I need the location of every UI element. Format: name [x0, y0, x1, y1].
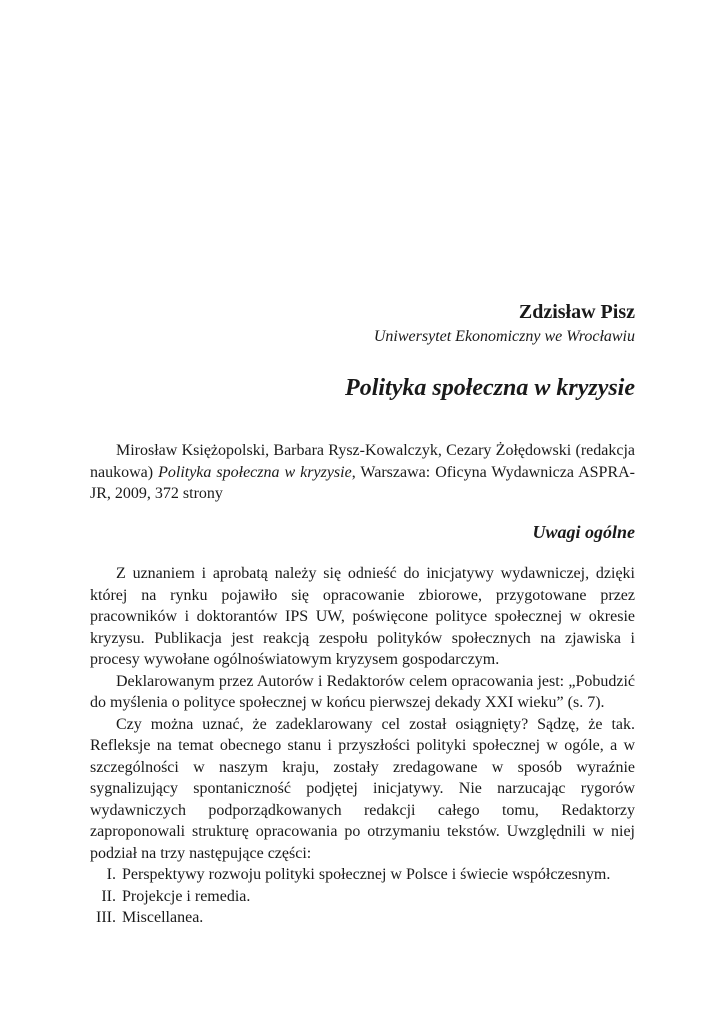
body-paragraph: Deklarowanym przez Autorów i Redaktorów celem opracowania jest: „Pobudzić do myślenia o polityce społecznej w końcu pierwszej dekady XXI wieku” (s. 7).	[90, 672, 635, 711]
list-item-number: II.	[101, 887, 116, 905]
book-reference	[90, 440, 635, 505]
list-item-text: Perspektywy rozwoju polityki społecznej w Polsce i świecie współczesnym.	[122, 866, 611, 883]
body-paragraph: Czy można uznać, że zadeklarowany cel został osiągnięty? Sądzę, że tak. Refleksje na temat obecnego stanu i przyszłości polityki społecznej w ogóle, a w szczególności w naszym kraju, zostały zredagowane w sposób wyraźnie sygnalizujący spontaniczność podjętej inicjatywy. Nie narzucając rygorów wydawniczych podporządkowanych redakcji całego tomu, Redaktorzy zaproponowali strukturę opracowania po otrzymaniu tekstów. Uwzględnili w niej podział na trzy następujące części:	[90, 715, 635, 862]
reference-paragraph	[90, 440, 635, 505]
reference-book-title: Polityka społeczna w kryzysie	[158, 463, 352, 481]
list-item-number: I.	[106, 866, 116, 883]
list-item	[90, 907, 635, 929]
body-paragraph: Z uznaniem i aprobatą należy się odnieść do inicjatywy wydawniczej, dzięki której na rynku pojawiło się opracowanie zbiorowe, przygotowane przez pracowników i doktorantów IPS UW, poświęcone polityce społecznej w okresie kryzysu. Publikacja jest reakcją zespołu polityków społecznych na zjawiska i procesy wywołane ogólnoświatowym kryzysem gospodarczym.	[90, 565, 635, 668]
author-affiliation: Uniwersytet Ekonomiczny we Wrocławiu	[373, 328, 635, 345]
article-title: Polityka społeczna w kryzysie	[345, 375, 635, 401]
list-item-text: Projekcje i remedia.	[122, 887, 251, 905]
reference-publisher: , Warszawa: Oficyna Wydawnicza ASPRA-JR, 2009, 372 strony	[90, 463, 635, 502]
section-body	[90, 563, 635, 929]
author-name: Zdzisław Pisz	[518, 301, 635, 323]
section-heading: Uwagi ogólne	[532, 522, 635, 542]
list-item	[90, 886, 635, 908]
list-item	[90, 864, 635, 886]
parts-list	[90, 864, 635, 929]
reference-authors: Mirosław Księżopolski, Barbara Rysz-Kowalczyk, Cezary Żołędowski (redakcja naukowa)	[90, 442, 635, 481]
list-item-text: Miscellanea.	[122, 909, 204, 926]
list-item-number: III.	[96, 909, 116, 926]
